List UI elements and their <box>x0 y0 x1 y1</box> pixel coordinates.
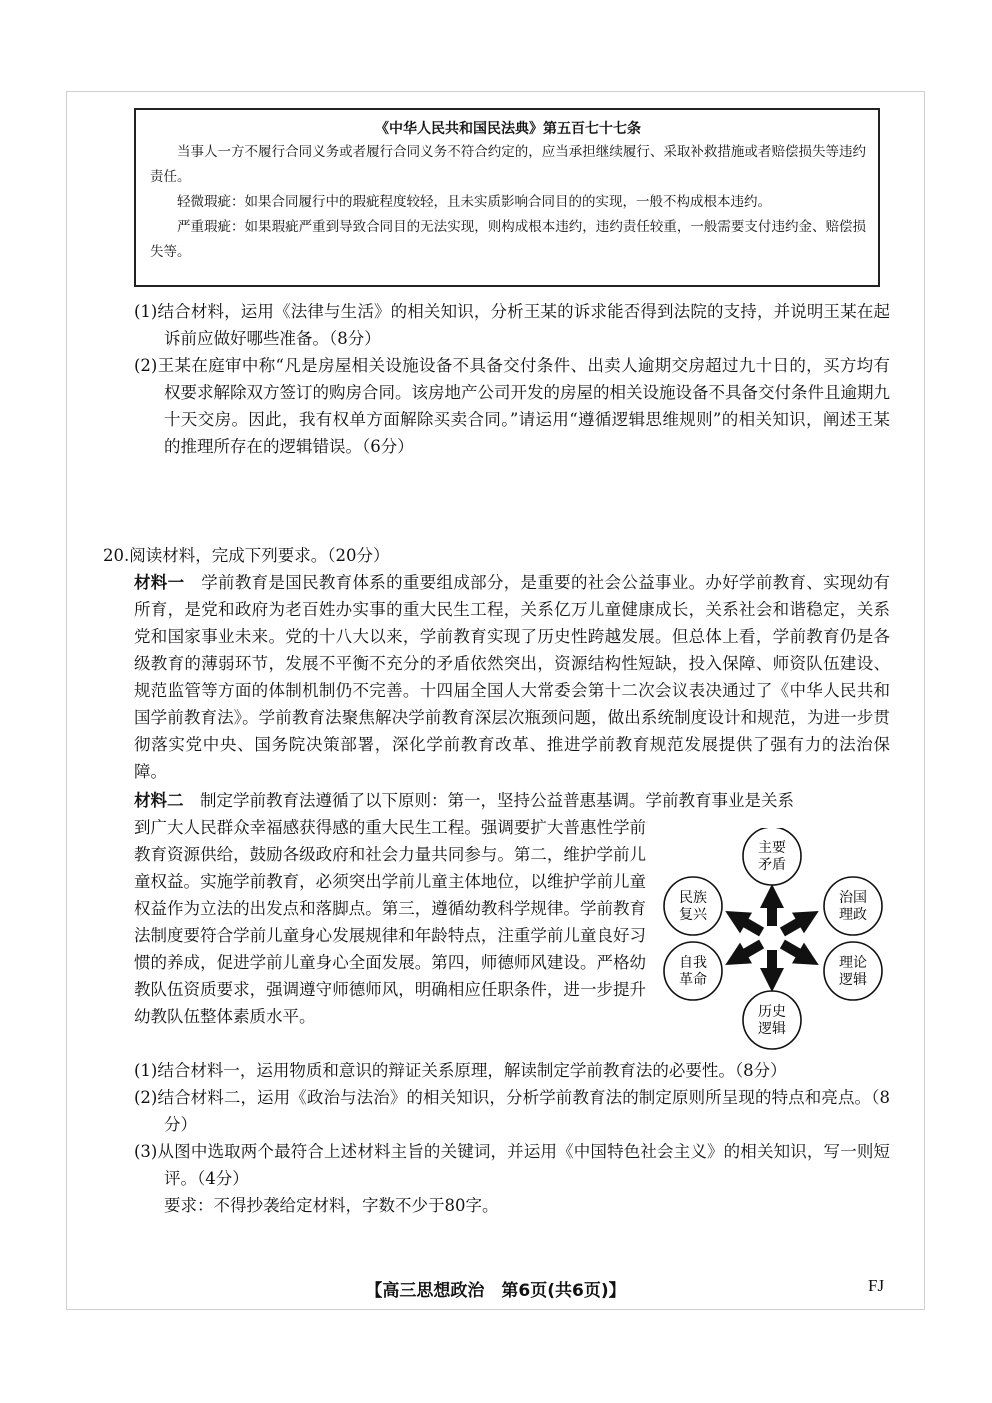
keyword-node <box>743 991 801 1049</box>
q20-heading: 20.阅读材料，完成下列要求。（20分） <box>103 546 390 565</box>
minor-defect-paragraph: 轻微瑕疵：如果合同履行中的瑕疵程度较轻，且未实质影响合同目的的实现，一般不构成根本违约。 <box>177 194 771 210</box>
civil-code-paragraph: 当事人一方不履行合同义务或者履行合同义务不符合约定的，应当承担继续履行、采取补救措施或者赔偿损失等违约责任。 <box>150 144 866 185</box>
keyword-diagram <box>650 828 900 1053</box>
keyword-node-line2: 逻辑 <box>758 1021 786 1037</box>
keyword-node-line1: 历史 <box>758 1004 786 1020</box>
q20-sub2: (2)结合材料二，运用《政治与法治》的相关知识，分析学前教育法的制定原则所呈现的特点和亮点。（8分） <box>134 1088 890 1134</box>
serious-defect-paragraph: 严重瑕疵：如果瑕疵严重到导致合同目的无法实现，则构成根本违约，违约责任较重，一般需要支付违约金、赔偿损失等。 <box>150 219 866 260</box>
arrow-lower-left-icon <box>719 934 767 976</box>
keyword-node-line1: 自我 <box>679 955 707 971</box>
civil-code-article-title: 《中华人民共和国民法典》第五百七十七条 <box>375 121 641 137</box>
page-footer: 【高三思想政治 第6页(共6页)】 <box>365 1281 626 1301</box>
material-two-label: 材料二 <box>134 791 184 810</box>
arrow-down-icon <box>760 950 784 992</box>
keyword-node <box>664 877 722 935</box>
keyword-node <box>824 877 882 935</box>
keyword-node-line2: 复兴 <box>679 907 707 923</box>
material-one <box>134 569 890 785</box>
keyword-node-line2: 理政 <box>839 907 867 923</box>
keyword-node <box>664 942 722 1000</box>
material-two-first-line <box>134 787 890 814</box>
arrow-up-icon <box>760 884 784 926</box>
keyword-node-line1: 治国 <box>839 890 867 906</box>
material-two-text: 到广大人民群众幸福感获得感的重大民生工程。强调要扩大普惠性学前教育资源供给，鼓励各级政府和社会力量共同参与。第二，维护学前儿童权益。实施学前教育，必须突出学前儿童主体地位，以维护学前儿童权益作为立法的出发点和落脚点。第三，遵循幼教科学规律。学前教育法制度要符合学前儿童身心发展规律和年龄特点，注重学前儿童良好习惯的养成，促进学前儿童身心全面发展。第四，师德师风建设。严格幼教队伍资质要求，强调遵守师德师风，明确相应任职条件，进一步提升幼教队伍整体素质水平。 <box>134 818 646 1026</box>
arrow-upper-right-icon <box>776 901 824 943</box>
material-one-text: 学前教育是国民教育体系的重要组成部分，是重要的社会公益事业。办好学前教育、实现幼有所育，是党和政府为老百姓办实事的重大民生工程，关系亿万儿童健康成长，关系社会和谐稳定，关系党和国家事业未来。党的十八大以来，学前教育实现了历史性跨越发展。但总体上看，学前教育仍是各级教育的薄弱环节，发展不平衡不充分的矛盾依然突出，资源结构性短缺，投入保障、师资队伍建设、规范监管等方面的体制机制仍不完善。十四届全国人大常委会第十二次会议表决通过了《中华人民共和国学前教育法》。学前教育法聚焦解决学前教育深层次瓶颈问题，做出系统制度设计和规范，为进一步贯彻落实党中央、国务院决策部署，深化学前教育改革、推进学前教育规范发展提供了强有力的法治保障。 <box>134 573 891 781</box>
material-two-first-text: 制定学前教育法遵循了以下原则：第一，坚持公益普惠基调。学前教育事业是关系 <box>183 791 794 810</box>
q20-sub3: (3)从图中选取两个最符合上述材料主旨的关键词，并运用《中国特色社会主义》的相关知识，写一则短评。（4分） <box>134 1142 890 1188</box>
q20-requirement: 要求：不得抄袭给定材料，字数不少于80字。 <box>164 1196 499 1215</box>
keyword-node-line2: 矛盾 <box>758 857 786 873</box>
keyword-node-line2: 革命 <box>679 972 707 988</box>
keyword-node <box>824 942 882 1000</box>
q19-sub2: (2)王某在庭审中称“凡是房屋相关设施设备不具备交付条件、出卖人逾期交房超过九十日的，买方均有权要求解除双方签订的购房合同。该房地产公司开发的房屋的相关设施设备不具备交付条件且逾期九十天交房。因此，我有权单方面解除买卖合同。”请运用“遵循逻辑思维规则”的相关知识，阐述王某的推理所存在的逻辑错误。（6分） <box>134 356 890 456</box>
keyword-node-line2: 逻辑 <box>839 972 867 988</box>
civil-code-article-box <box>134 108 880 287</box>
keyword-node <box>743 828 801 885</box>
keyword-node-line1: 主要 <box>758 840 786 856</box>
arrow-lower-right-icon <box>776 934 824 976</box>
q19-sub1: (1)结合材料，运用《法律与生活》的相关知识，分析王某的诉求能否得到法院的支持，并说明王某在起诉前应做好哪些准备。（8分） <box>134 302 890 348</box>
q20-sub1: (1)结合材料一，运用物质和意识的辩证关系原理，解读制定学前教育法的必要性。（8分） <box>134 1061 787 1080</box>
keyword-node-line1: 民族 <box>679 890 707 906</box>
region-code: FJ <box>868 1276 885 1295</box>
arrow-upper-left-icon <box>719 901 767 943</box>
material-one-label: 材料一 <box>134 573 185 592</box>
keyword-node-line1: 理论 <box>839 955 867 971</box>
